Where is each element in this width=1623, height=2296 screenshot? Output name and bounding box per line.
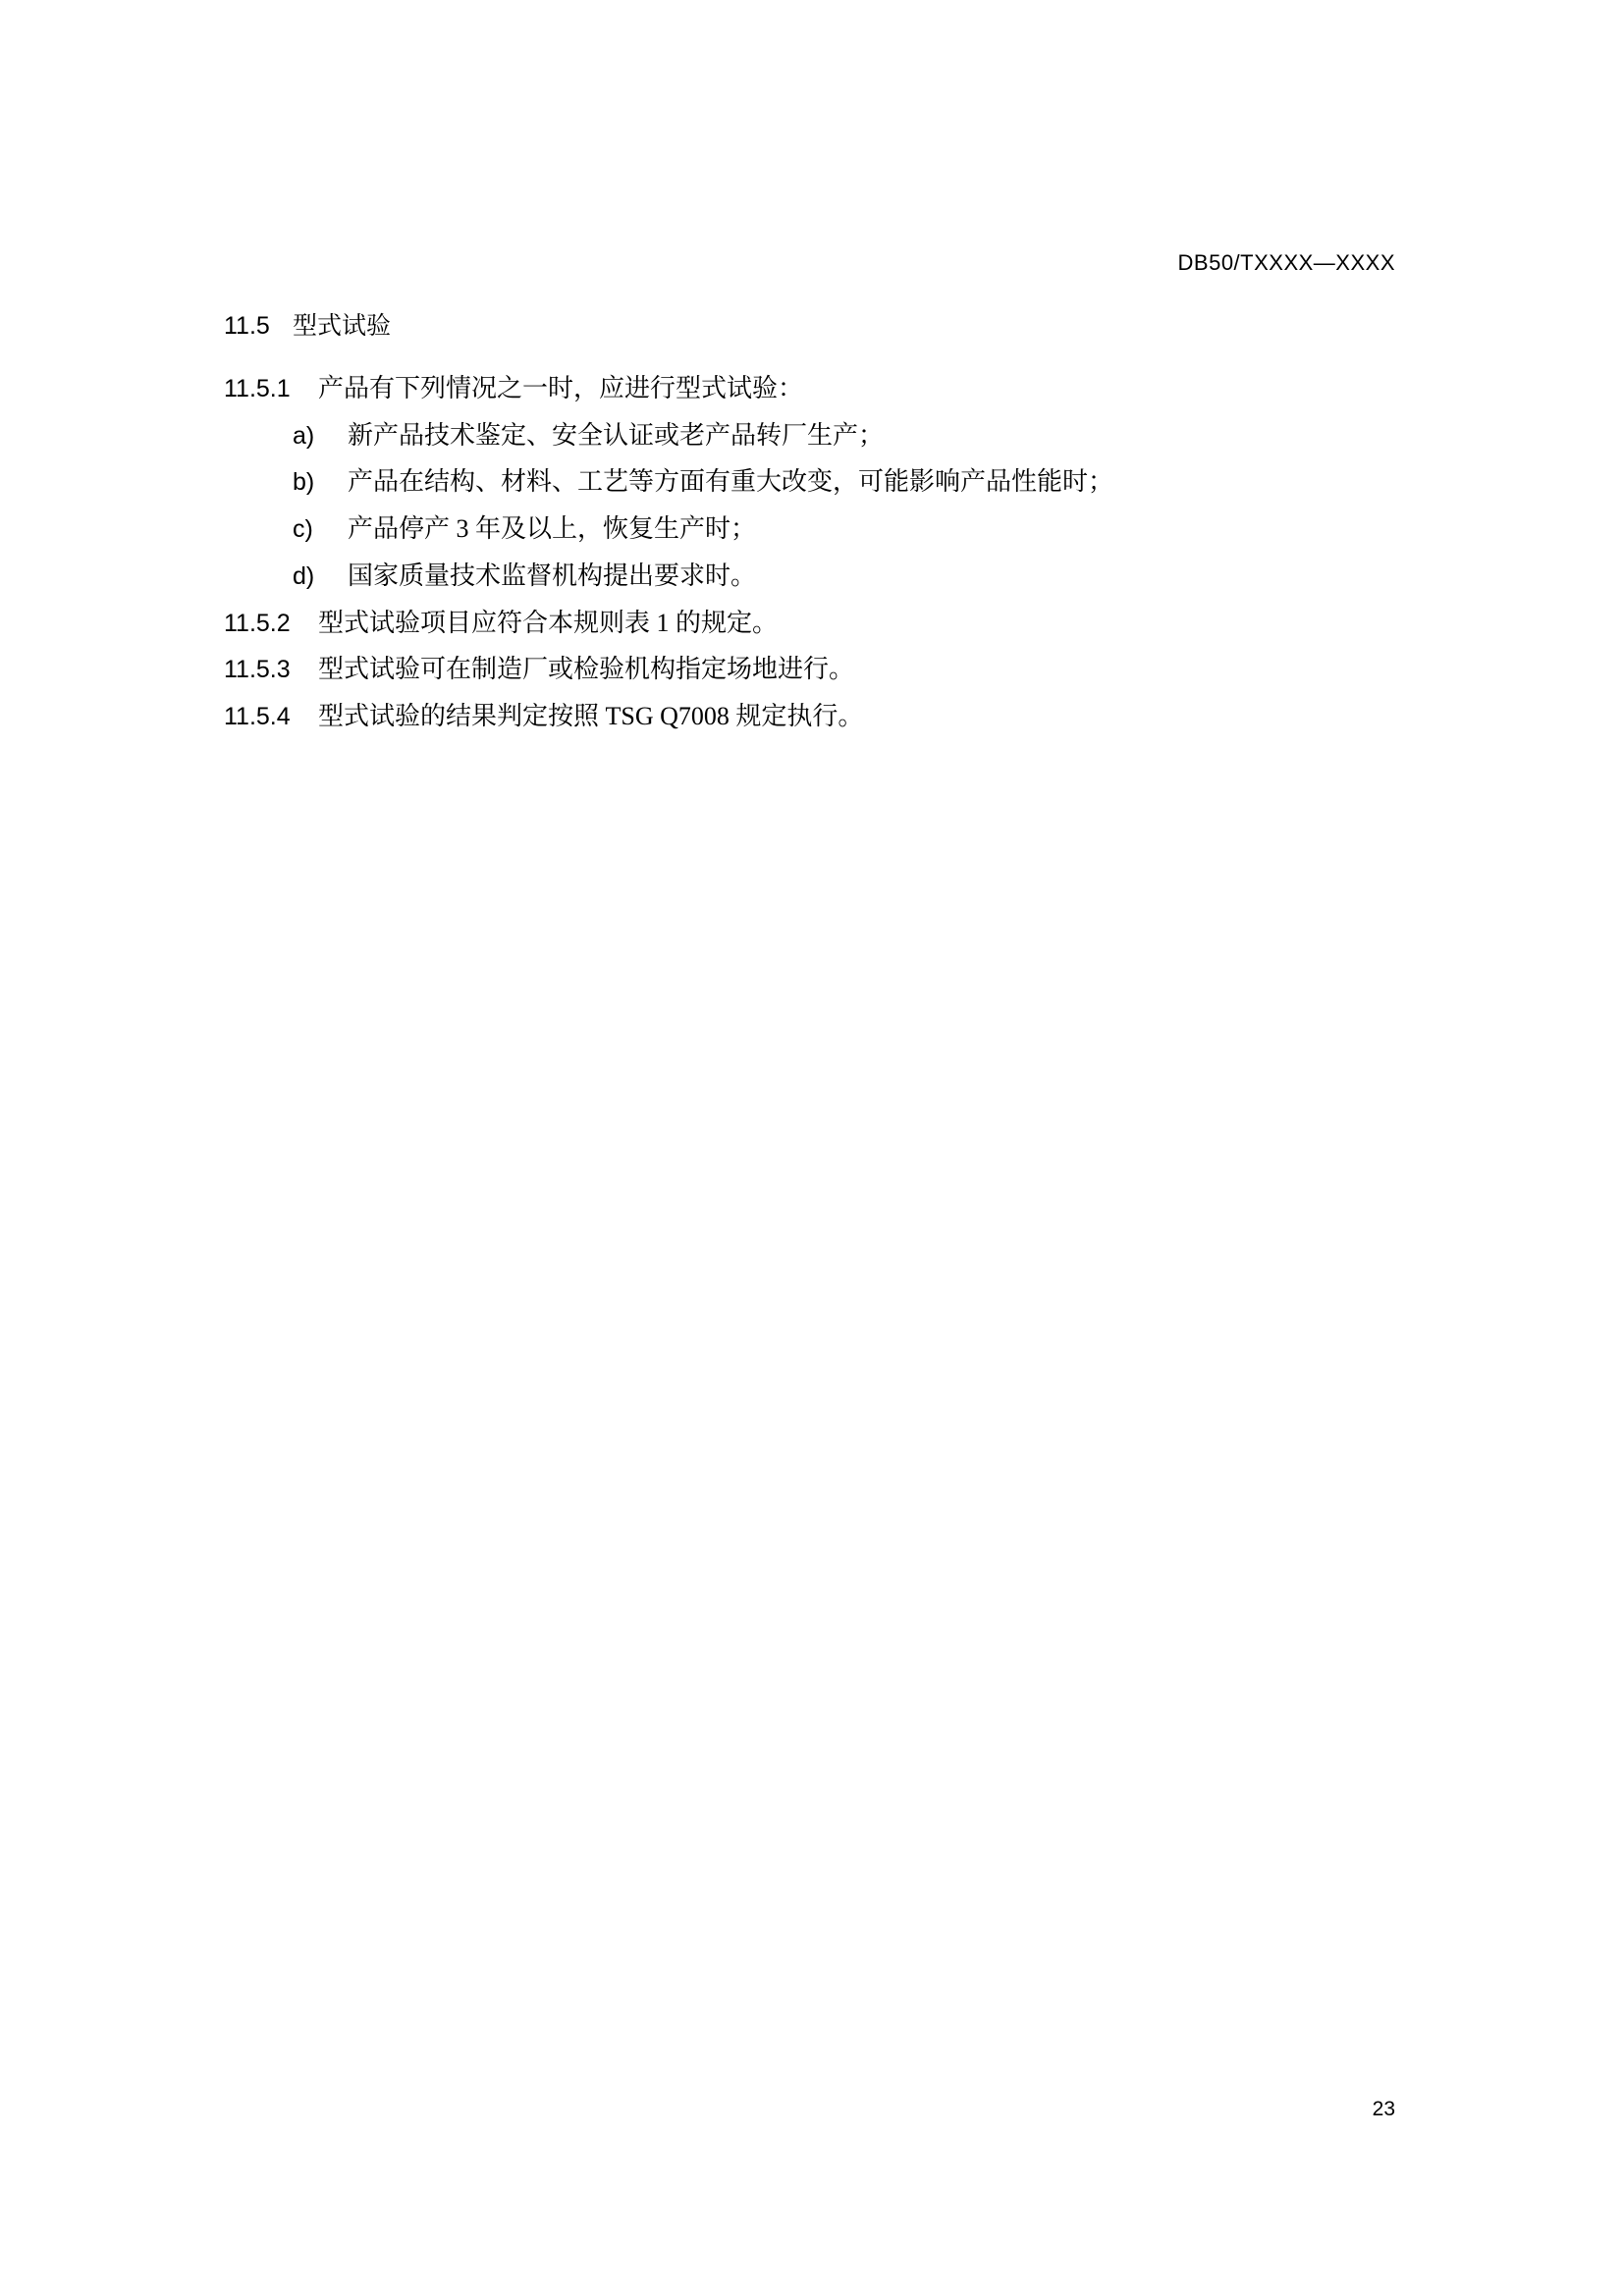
paragraph-11-5-4 [224, 695, 1402, 739]
condition-list [224, 414, 1402, 599]
page-content [224, 306, 1402, 742]
paragraph-number: 11.5.3 [224, 656, 291, 684]
list-item [224, 507, 1402, 552]
list-item-text: 国家质量技术监督机构提出要求时。 [348, 561, 757, 590]
list-item-text: 新产品技术鉴定、安全认证或老产品转厂生产； [348, 420, 885, 450]
paragraph-text: 型式试验的结果判定按照 TSG Q7008 规定执行。 [318, 702, 864, 731]
list-item-text: 产品在结构、材料、工艺等方面有重大改变，可能影响产品性能时； [348, 467, 1114, 497]
paragraph-number: 11.5.2 [224, 609, 291, 637]
list-item-marker: b) [293, 468, 315, 497]
paragraph-11-5-3 [224, 648, 1402, 692]
list-item [224, 555, 1402, 599]
list-item [224, 460, 1402, 505]
page-number: 23 [1372, 2098, 1395, 2120]
running-header: DB50/TXXXX—XXXX [1177, 250, 1395, 275]
section-heading [224, 306, 1402, 342]
paragraph-11-5-2 [224, 602, 1402, 646]
paragraph-number: 11.5.1 [224, 375, 291, 402]
paragraph-text: 型式试验项目应符合本规则表 1 的规定。 [318, 608, 779, 637]
section-title: 型式试验 [293, 312, 392, 340]
list-item-text: 产品停产 3 年及以上，恢复生产时； [348, 514, 757, 544]
list-item-marker: c) [293, 515, 313, 544]
list-item-marker: d) [293, 561, 315, 590]
paragraph-11-5-1 [224, 367, 1402, 411]
section-number: 11.5 [224, 312, 270, 340]
list-item [224, 414, 1402, 458]
paragraph-text: 产品有下列情况之一时，应进行型式试验： [318, 374, 804, 402]
paragraph-number: 11.5.4 [224, 703, 291, 731]
list-item-marker: a) [293, 421, 315, 450]
paragraph-text: 型式试验可在制造厂或检验机构指定场地进行。 [318, 655, 855, 684]
